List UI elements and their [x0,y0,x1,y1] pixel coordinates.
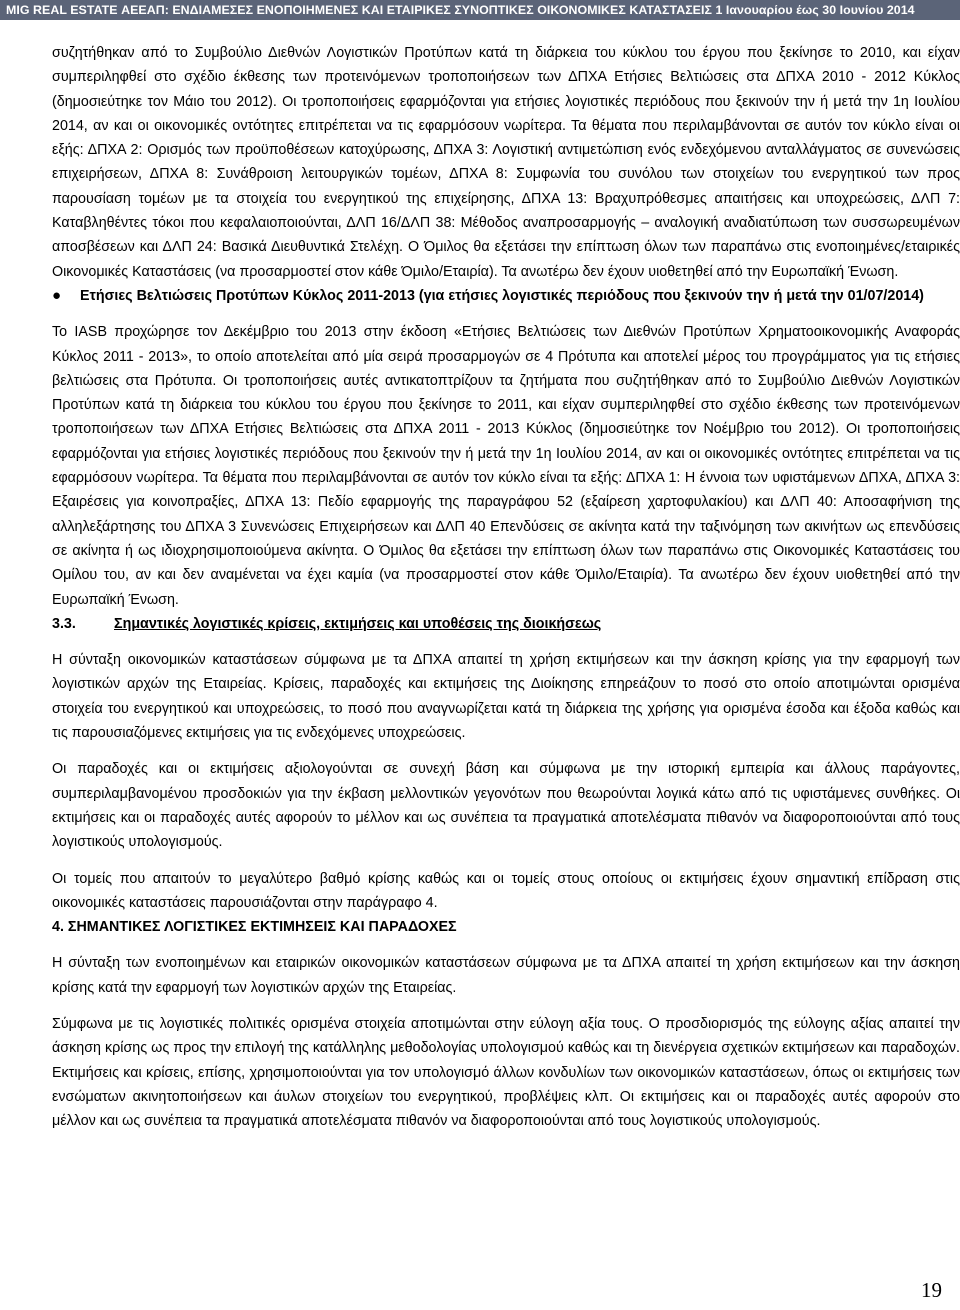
bullet-annual-improvements-2011-2013 [52,284,960,308]
paragraph-ifrs-preparation: Η σύνταξη των ενοποιημένων και εταιρικών οικονομικών καταστάσεων σύμφωνα με τα ΔΠΧΑ απαιτεί τη χρήση εκτιμήσεων και την άσκηση κρίσης κατά την εφαρμογή των λογιστικών αρχών της Εταιρείας. [52,955,960,996]
bullet-heading: Ετήσιες Βελτιώσεις Προτύπων Κύκλος 2011-2013 (για ετήσιες λογιστικές περιόδους που ξεκινούν την ή μετά την 01/07/2014) [80,287,924,304]
page-number: 19 [921,1278,942,1302]
paragraph-estimates-intro: Η σύνταξη οικονομικών καταστάσεων σύμφωνα με τα ΔΠΧΑ απαιτεί τη χρήση εκτιμήσεων και την άσκηση κρίσης για την εφαρμογή των λογιστικών αρχών της Εταιρείας. Κρίσεις, παραδοχές και εκτιμήσεις της Διοίκησης επηρεάζουν το ποσό στο οποίο αποτιμώνται ορισμένα στοιχεία του ενεργητικού και υποχρεώσεις, το ποσό που αναγνωρίζεται κατά τη διάρκεια της χρήσης για ορισμένα έσοδα και έξοδα καθώς και τις παρουσιαζόμενες εκτιμήσεις για τις ενδεχόμενες υποχρεώσεις. [52,652,960,742]
paragraph-judgement-areas: Οι τομείς που απαιτούν το μεγαλύτερο βαθμό κρίσης καθώς και οι τομείς στους οποίους οι εκτιμήσεις έχουν σημαντική επίδραση στις οικονομικές καταστάσεις παρουσιάζονται στην παράγραφο 4. [52,870,960,911]
page-content [52,41,960,1133]
section-number: 3.3. [52,615,76,632]
section-3-3-heading [52,612,960,636]
bullet-icon: ● [52,286,62,304]
paragraph-cycle-2011-2013: Το IASB προχώρησε τον Δεκέμβριο του 2013 στην έκδοση «Ετήσιες Βελτιώσεις των Διεθνών Προτύπων Χρηματοοικονομικής Αναφοράς Κύκλος 2011 - 2013», το οποίο αποτελείται από μία σειρά προσαρμογών σε 4 Πρότυπα και αποτελεί μέρος του προγράμματος για τις ετήσιες βελτιώσεις στα Πρότυπα. Οι τροποποιήσεις αυτές αντικατοπτρίζουν τα ζητήματα που συζητήθηκαν από το Συμβούλιο Διεθνών Λογιστικών Προτύπων κατά τη διάρκεια του κύκλου του έργου που ξεκίνησε το 2011, και είχαν συμπεριληφθεί στο σχέδιο έκθεσης των προτεινόμενων τροποποιήσεων των ΔΠΧΑ Ετήσιες Βελτιώσεις στα ΔΠΧΑ 2011 - 2013 Κύκλος (δημοσιεύτηκε τον Νοέμβριο του 2012). Οι τροποποιήσεις εφαρμόζονται για ετήσιες λογιστικές περιόδους που ξεκινούν την ή μετά την 1η Ιουλίου 2014, αν και οι οικονομικές οντότητες επιτρέπεται να τις εφαρμόσουν νωρίτερα. Τα θέματα που περιλαμβάνονται σε αυτόν τον κύκλο είναι τα εξής: ΔΠΧΑ 1: Η έννοια των υφιστάμενων ΔΠΧΑ, ΔΠΧΑ 3: Εξαιρέσεις για κοινοπραξίες, ΔΠΧΑ 13: Πεδίο εφαρμογής της παραγράφου 52 (εξαίρεση χαρτοφυλακίου) και ΔΛΠ 40: Αποσαφήνιση της αλληλεξάρτησης του ΔΠΧΑ 3 Συνενώσεις Επιχειρήσεων και ΔΛΠ 40 Επενδύσεις σε ακίνητα κατά την ταξινόμηση των ακινήτων ως επενδύσεις σε ακίνητα ή ως ιδιοχρησιμοποιούμενα ακίνητα. Ο Όμιλος θα εξετάσει την επίπτωση όλων των παραπάνω στις Οικονομικές Καταστάσεις του Ομίλου του, αν και δεν αναμένεται να έχει καμία (να προσαρμοστεί στον κάθε Όμιλο/Εταιρία). Τα ανωτέρω δεν έχουν υιοθετηθεί από την Ευρωπαϊκή Ένωση. [52,324,960,608]
paragraph-fair-value: Σύμφωνα με τις λογιστικές πολιτικές ορισμένα στοιχεία αποτιμώνται στην εύλογη αξία τους. Ο προσδιορισμός της εύλογης αξίας απαιτεί την άσκηση κρίσης ως προς την επιλογή της κατάλληλης μεθοδολογίας υπολογισμού καθώς και τη διενέργεια σχετικών εκτιμήσεων και παραδοχών. Εκτιμήσεις και κρίσεις, επίσης, χρησιμοποιούνται για τον υπολογισμό άλλων κονδυλίων των οικονομικών καταστάσεων, όπως οι εκτιμήσεις των ενσώματων ακινητοποιήσεων και άυλων στοιχείων του ενεργητικού, προβλέψεις κλπ. Οι εκτιμήσεις και οι παραδοχές αυτές αφορούν στο μέλλον και ως συνέπεια τα πραγματικά αποτελέσματα πιθανόν να διαφοροποιούνται από τους λογιστικούς υπολογισμούς. [52,1015,960,1130]
section-4-heading: 4. ΣΗΜΑΝΤΙΚΕΣ ΛΟΓΙΣΤΙΚΕΣ ΕΚΤΙΜΗΣΕΙΣ ΚΑΙ ΠΑΡΑΔΟΧΕΣ [52,919,457,936]
paragraph-cycle-2010-2012: συζητήθηκαν από το Συμβούλιο Διεθνών Λογιστικών Προτύπων κατά τη διάρκεια του κύκλου του έργου που ξεκίνησε το 2010, και είχαν συμπεριληφθεί στο σχέδιο έκθεσης των προτεινόμενων τροποποιήσεων των ΔΠΧΑ Ετήσιες Βελτιώσεις στα ΔΠΧΑ 2010 - 2012 Κύκλος (δημοσιεύτηκε τον Μάιο του 2012). Οι τροποποιήσεις εφαρμόζονται για ετήσιες λογιστικές περιόδους που ξεκινούν την ή μετά την 1η Ιουλίου 2014, αν και οι οικονομικές οντότητες επιτρέπεται να τις εφαρμόσουν νωρίτερα. Τα θέματα που περιλαμβάνονται σε αυτόν τον κύκλο είναι οι εξής: ΔΠΧΑ 2: Ορισμός των προϋποθέσεων κατοχύρωσης, ΔΠΧΑ 3: Λογιστική αντιμετώπιση ενός ενδεχόμενου ανταλλάγματος σε συνενώσεις επιχειρήσεων, ΔΠΧΑ 8: Συνάθροιση λειτουργικών τομέων, ΔΠΧΑ 8: Συμφωνία του συνόλου των στοιχείων του ενεργητικού των προς παρουσίαση τομέων με τα στοιχεία του ενεργητικού της επιχείρησης, ΔΠΧΑ 13: Βραχυπρόθεσμες απαιτήσεις και υποχρεώσεις, ΔΛΠ 7: Καταβληθέντες τόκοι που κεφαλαιοποιούνται, ΔΛΠ 16/ΔΛΠ 38: Μέθοδος αναπροσαρμογής – αναλογική αναδιατύπωση των συσσωρευμένων αποσβέσεων και ΔΛΠ 24: Βασικά Διευθυντικά Στελέχη. Ο Όμιλος θα εξετάσει την επίπτωση όλων των παραπάνω στις ενοποιημένες/εταιρικές Οικονομικές Καταστάσεις (να προσαρμοστεί στον κάθε Όμιλο/Εταιρία). Τα ανωτέρω δεν έχουν υιοθετηθεί από την Ευρωπαϊκή Ένωση. [52,45,960,280]
section-title: Σημαντικές λογιστικές κρίσεις, εκτιμήσεις και υποθέσεις της διοικήσεως [114,615,602,632]
running-header: MIG REAL ESTATE ΑΕΕΑΠ: ΕΝΔΙΑΜΕΣΕΣ ΕΝΟΠΟΙΗΜΕΝΕΣ ΚΑΙ ΕΤΑΙΡΙΚΕΣ ΣΥΝΟΠΤΙΚΕΣ ΟΙΚΟΝΟΜΙΚΕΣ ΚΑΤΑΣΤΑΣΕΙΣ 1 Ιανουαρίου έως 30 Ιουνίου 2014 [0,0,960,20]
paragraph-assumptions: Οι παραδοχές και οι εκτιμήσεις αξιολογούνται σε συνεχή βάση και σύμφωνα με την ιστορική εμπειρία και άλλους παράγοντες, συμπεριλαμβανομένου προσδοκιών για την έκβαση μελλοντικών γεγονότων που θεωρούνται λογικά κάτω από τις υφιστάμενες συνθήκες. Οι εκτιμήσεις και οι παραδοχές αυτές αφορούν το μέλλον και ως συνέπεια τα πραγματικά αποτελέσματα πιθανόν να διαφοροποιούνται από τους λογιστικούς υπολογισμούς. [52,761,960,851]
